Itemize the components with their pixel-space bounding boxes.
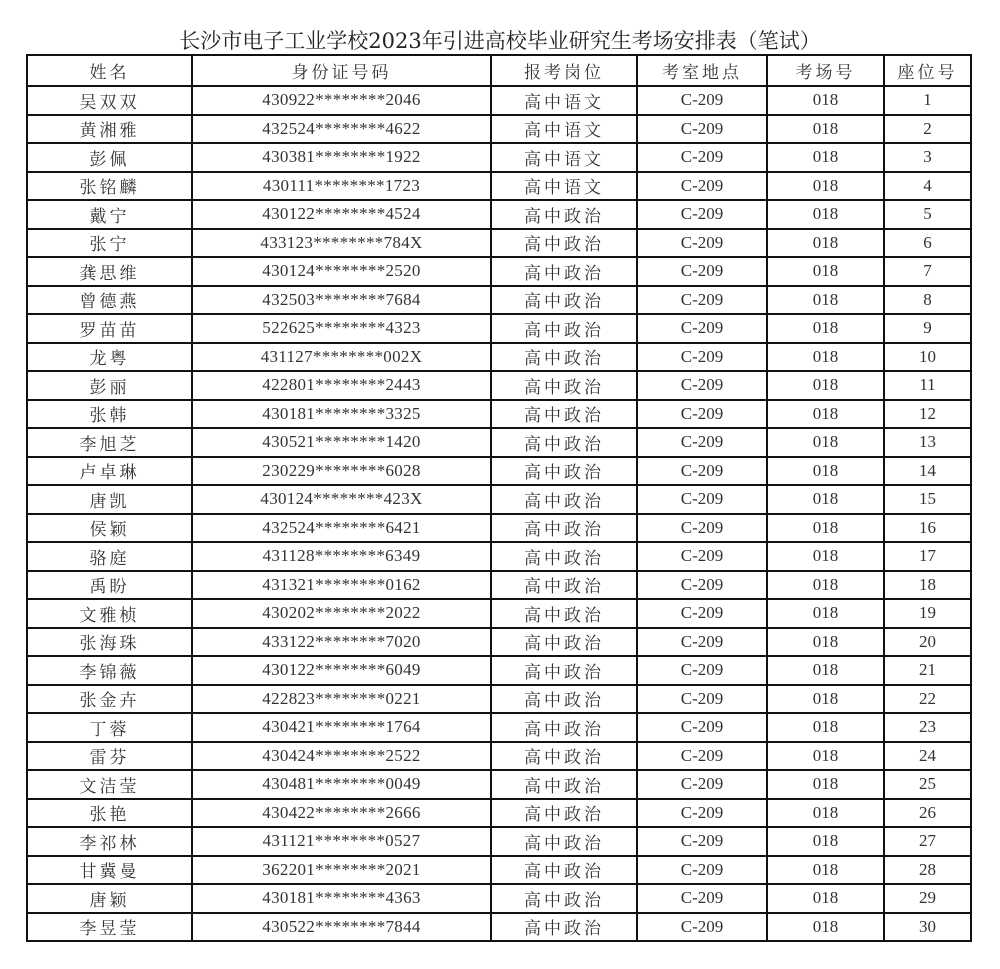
seat-number: 16 — [884, 514, 971, 543]
table-row — [27, 286, 971, 315]
candidate-name: 骆庭 — [27, 542, 192, 571]
candidate-name: 李昱莹 — [27, 913, 192, 942]
id-number: 430481********0049 — [192, 770, 491, 799]
id-number: 432503********7684 — [192, 286, 491, 315]
id-number: 430181********3325 — [192, 400, 491, 429]
candidate-name: 唐凯 — [27, 485, 192, 514]
hall-number: 018 — [767, 742, 884, 771]
table-row — [27, 542, 971, 571]
candidate-name: 曾德燕 — [27, 286, 192, 315]
id-number: 431321********0162 — [192, 571, 491, 600]
table-row — [27, 913, 971, 942]
header-row — [27, 55, 971, 86]
seat-number: 2 — [884, 115, 971, 144]
exam-room: C-209 — [637, 200, 767, 229]
applied-post: 高中政治 — [491, 428, 637, 457]
seat-number: 9 — [884, 314, 971, 343]
exam-room: C-209 — [637, 514, 767, 543]
applied-post: 高中政治 — [491, 913, 637, 942]
applied-post: 高中政治 — [491, 628, 637, 657]
seat-number: 18 — [884, 571, 971, 600]
id-number: 432524********6421 — [192, 514, 491, 543]
header-id-number: 身份证号码 — [192, 55, 491, 86]
id-number: 430522********7844 — [192, 913, 491, 942]
candidate-name: 张海珠 — [27, 628, 192, 657]
exam-room: C-209 — [637, 770, 767, 799]
applied-post: 高中语文 — [491, 143, 637, 172]
hall-number: 018 — [767, 685, 884, 714]
applied-post: 高中语文 — [491, 172, 637, 201]
table-row — [27, 371, 971, 400]
applied-post: 高中政治 — [491, 229, 637, 258]
seat-number: 1 — [884, 86, 971, 115]
applied-post: 高中政治 — [491, 571, 637, 600]
candidate-name: 李旭芝 — [27, 428, 192, 457]
seat-number: 22 — [884, 685, 971, 714]
header-hall-number: 考场号 — [767, 55, 884, 86]
id-number: 430122********4524 — [192, 200, 491, 229]
hall-number: 018 — [767, 799, 884, 828]
id-number: 433122********7020 — [192, 628, 491, 657]
table-row — [27, 400, 971, 429]
exam-room: C-209 — [637, 343, 767, 372]
candidate-name: 戴宁 — [27, 200, 192, 229]
exam-seating-table — [26, 54, 972, 942]
seat-number: 10 — [884, 343, 971, 372]
hall-number: 018 — [767, 115, 884, 144]
hall-number: 018 — [767, 428, 884, 457]
table-row — [27, 172, 971, 201]
id-number: 430202********2022 — [192, 599, 491, 628]
exam-room: C-209 — [637, 571, 767, 600]
applied-post: 高中政治 — [491, 257, 637, 286]
seat-number: 21 — [884, 656, 971, 685]
candidate-name: 彭佩 — [27, 143, 192, 172]
candidate-name: 李锦薇 — [27, 656, 192, 685]
candidate-name: 张金卉 — [27, 685, 192, 714]
applied-post: 高中政治 — [491, 343, 637, 372]
exam-room: C-209 — [637, 314, 767, 343]
exam-room: C-209 — [637, 428, 767, 457]
hall-number: 018 — [767, 884, 884, 913]
hall-number: 018 — [767, 314, 884, 343]
candidate-name: 吴双双 — [27, 86, 192, 115]
seat-number: 26 — [884, 799, 971, 828]
hall-number: 018 — [767, 827, 884, 856]
id-number: 430181********4363 — [192, 884, 491, 913]
seat-number: 23 — [884, 713, 971, 742]
seat-number: 3 — [884, 143, 971, 172]
hall-number: 018 — [767, 400, 884, 429]
candidate-name: 张韩 — [27, 400, 192, 429]
applied-post: 高中政治 — [491, 514, 637, 543]
id-number: 422823********0221 — [192, 685, 491, 714]
applied-post: 高中政治 — [491, 457, 637, 486]
hall-number: 018 — [767, 343, 884, 372]
exam-room: C-209 — [637, 628, 767, 657]
document-title: 长沙市电子工业学校2023年引进高校毕业研究生考场安排表（笔试） — [179, 29, 821, 53]
id-number: 431127********002X — [192, 343, 491, 372]
applied-post: 高中政治 — [491, 599, 637, 628]
hall-number: 018 — [767, 514, 884, 543]
seat-number: 15 — [884, 485, 971, 514]
candidate-name: 唐颖 — [27, 884, 192, 913]
hall-number: 018 — [767, 286, 884, 315]
table-row — [27, 827, 971, 856]
id-number: 430421********1764 — [192, 713, 491, 742]
applied-post: 高中政治 — [491, 656, 637, 685]
table-row — [27, 115, 971, 144]
applied-post: 高中政治 — [491, 200, 637, 229]
hall-number: 018 — [767, 143, 884, 172]
hall-number: 018 — [767, 457, 884, 486]
id-number: 430922********2046 — [192, 86, 491, 115]
header-applied-post: 报考岗位 — [491, 55, 637, 86]
candidate-name: 李祁林 — [27, 827, 192, 856]
table-row — [27, 343, 971, 372]
applied-post: 高中政治 — [491, 371, 637, 400]
exam-room: C-209 — [637, 400, 767, 429]
table-row — [27, 257, 971, 286]
candidate-name: 甘冀曼 — [27, 856, 192, 885]
exam-room: C-209 — [637, 143, 767, 172]
seat-number: 29 — [884, 884, 971, 913]
id-number: 230229********6028 — [192, 457, 491, 486]
candidate-name: 彭丽 — [27, 371, 192, 400]
hall-number: 018 — [767, 913, 884, 942]
id-number: 430422********2666 — [192, 799, 491, 828]
candidate-name: 文雅桢 — [27, 599, 192, 628]
table-row — [27, 314, 971, 343]
seat-number: 11 — [884, 371, 971, 400]
table-row — [27, 799, 971, 828]
table-row — [27, 742, 971, 771]
exam-room: C-209 — [637, 229, 767, 258]
hall-number: 018 — [767, 86, 884, 115]
applied-post: 高中语文 — [491, 115, 637, 144]
hall-number: 018 — [767, 656, 884, 685]
applied-post: 高中政治 — [491, 685, 637, 714]
table-row — [27, 229, 971, 258]
id-number: 422801********2443 — [192, 371, 491, 400]
id-number: 430111********1723 — [192, 172, 491, 201]
id-number: 432524********4622 — [192, 115, 491, 144]
seat-number: 7 — [884, 257, 971, 286]
exam-room: C-209 — [637, 599, 767, 628]
seat-number: 12 — [884, 400, 971, 429]
exam-room: C-209 — [637, 656, 767, 685]
table-row — [27, 770, 971, 799]
exam-room: C-209 — [637, 913, 767, 942]
hall-number: 018 — [767, 571, 884, 600]
table-row — [27, 457, 971, 486]
seat-number: 20 — [884, 628, 971, 657]
table-row — [27, 428, 971, 457]
seat-number: 19 — [884, 599, 971, 628]
table-row — [27, 599, 971, 628]
exam-room: C-209 — [637, 856, 767, 885]
table-row — [27, 713, 971, 742]
hall-number: 018 — [767, 713, 884, 742]
exam-room: C-209 — [637, 485, 767, 514]
id-number: 430124********423X — [192, 485, 491, 514]
hall-number: 018 — [767, 542, 884, 571]
table-row — [27, 856, 971, 885]
id-number: 430122********6049 — [192, 656, 491, 685]
applied-post: 高中政治 — [491, 542, 637, 571]
candidate-name: 张铭麟 — [27, 172, 192, 201]
applied-post: 高中政治 — [491, 713, 637, 742]
seat-number: 17 — [884, 542, 971, 571]
seat-number: 5 — [884, 200, 971, 229]
seat-number: 6 — [884, 229, 971, 258]
table-body — [27, 86, 971, 941]
exam-room: C-209 — [637, 799, 767, 828]
table-row — [27, 485, 971, 514]
seat-number: 25 — [884, 770, 971, 799]
candidate-name: 龚思维 — [27, 257, 192, 286]
exam-room: C-209 — [637, 884, 767, 913]
id-number: 430124********2520 — [192, 257, 491, 286]
candidate-name: 黄湘雅 — [27, 115, 192, 144]
table-row — [27, 86, 971, 115]
hall-number: 018 — [767, 856, 884, 885]
hall-number: 018 — [767, 200, 884, 229]
exam-room: C-209 — [637, 86, 767, 115]
header-exam-room: 考室地点 — [637, 55, 767, 86]
candidate-name: 禹盼 — [27, 571, 192, 600]
applied-post: 高中政治 — [491, 884, 637, 913]
id-number: 362201********2021 — [192, 856, 491, 885]
hall-number: 018 — [767, 229, 884, 258]
exam-room: C-209 — [637, 286, 767, 315]
id-number: 430381********1922 — [192, 143, 491, 172]
table-row — [27, 685, 971, 714]
hall-number: 018 — [767, 599, 884, 628]
applied-post: 高中政治 — [491, 400, 637, 429]
candidate-name: 龙粤 — [27, 343, 192, 372]
candidate-name: 卢卓琳 — [27, 457, 192, 486]
candidate-name: 侯颖 — [27, 514, 192, 543]
applied-post: 高中政治 — [491, 286, 637, 315]
seat-number: 4 — [884, 172, 971, 201]
table-row — [27, 143, 971, 172]
seat-number: 24 — [884, 742, 971, 771]
exam-room: C-209 — [637, 827, 767, 856]
exam-room: C-209 — [637, 685, 767, 714]
id-number: 433123********784X — [192, 229, 491, 258]
candidate-name: 丁蓉 — [27, 713, 192, 742]
applied-post: 高中政治 — [491, 314, 637, 343]
seat-number: 30 — [884, 913, 971, 942]
seat-number: 13 — [884, 428, 971, 457]
hall-number: 018 — [767, 628, 884, 657]
exam-room: C-209 — [637, 457, 767, 486]
seat-number: 28 — [884, 856, 971, 885]
candidate-name: 张艳 — [27, 799, 192, 828]
id-number: 431128********6349 — [192, 542, 491, 571]
applied-post: 高中政治 — [491, 856, 637, 885]
table-row — [27, 514, 971, 543]
candidate-name: 文洁莹 — [27, 770, 192, 799]
candidate-name: 张宁 — [27, 229, 192, 258]
exam-room: C-209 — [637, 172, 767, 201]
hall-number: 018 — [767, 770, 884, 799]
hall-number: 018 — [767, 172, 884, 201]
hall-number: 018 — [767, 485, 884, 514]
applied-post: 高中政治 — [491, 742, 637, 771]
applied-post: 高中政治 — [491, 827, 637, 856]
exam-room: C-209 — [637, 371, 767, 400]
seat-number: 27 — [884, 827, 971, 856]
exam-room: C-209 — [637, 713, 767, 742]
hall-number: 018 — [767, 257, 884, 286]
exam-room: C-209 — [637, 742, 767, 771]
id-number: 430424********2522 — [192, 742, 491, 771]
table-row — [27, 656, 971, 685]
table-row — [27, 200, 971, 229]
id-number: 522625********4323 — [192, 314, 491, 343]
exam-room: C-209 — [637, 115, 767, 144]
applied-post: 高中政治 — [491, 770, 637, 799]
applied-post: 高中语文 — [491, 86, 637, 115]
applied-post: 高中政治 — [491, 799, 637, 828]
header-name: 姓名 — [27, 55, 192, 86]
id-number: 430521********1420 — [192, 428, 491, 457]
candidate-name: 雷芬 — [27, 742, 192, 771]
id-number: 431121********0527 — [192, 827, 491, 856]
table-row — [27, 628, 971, 657]
candidate-name: 罗苗苗 — [27, 314, 192, 343]
table-row — [27, 884, 971, 913]
hall-number: 018 — [767, 371, 884, 400]
applied-post: 高中政治 — [491, 485, 637, 514]
header-seat-number: 座位号 — [884, 55, 971, 86]
seat-number: 8 — [884, 286, 971, 315]
exam-room: C-209 — [637, 257, 767, 286]
exam-room: C-209 — [637, 542, 767, 571]
seat-number: 14 — [884, 457, 971, 486]
table-row — [27, 571, 971, 600]
